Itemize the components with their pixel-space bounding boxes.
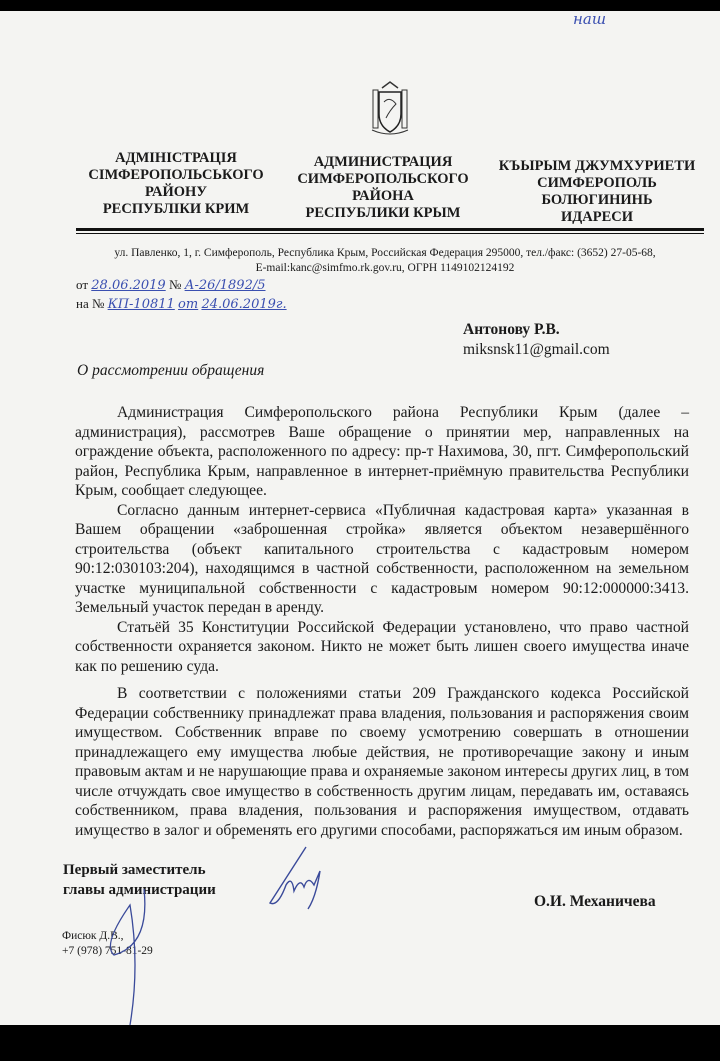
header-divider-thin — [76, 233, 704, 234]
header-crimean-tatar: КЪЫРЫМ ДЖУМХУРИЕТИ СИМФЕРОПОЛЬ БОЛЮГИНИНЬ ИДАРЕСИ — [498, 158, 696, 225]
coat-of-arms-emblem — [370, 80, 410, 138]
outgoing-reference — [76, 277, 266, 293]
paragraph: Администрация Симферопольского района Республики Крым (далее – администрация), рассмотрев Ваше обращение о принятии мер, направленных на ограждение объекта, расположенного по адресу: пр-т Нахимова, 30, пгт. Симферопольский район, Республика Крым, направленное в интернет-приёмную правительства Республики Крым, сообщает следующее. — [75, 404, 689, 499]
letter-body — [75, 403, 689, 840]
outgoing-date: 28.06.2019 — [91, 278, 166, 293]
incoming-reference — [76, 296, 287, 312]
recipient-name: Антонову Р.В. — [463, 321, 560, 338]
signer-name: О.И. Механичева — [534, 893, 656, 910]
header-russian: АДМИНИСТРАЦИЯ СИМФЕРОПОЛЬСКОГО РАЙОНА РЕСПУБЛИКИ КРЫМ — [297, 154, 469, 221]
handwritten-note: наш — [573, 10, 607, 28]
top-black-bar — [0, 0, 720, 11]
recipient-email: miksnsk11@gmail.com — [463, 341, 610, 358]
paragraph: Согласно данным интернет-сервиса «Публичная кадастровая карта» указанная в Вашем обращении «заброшенная стройка» является объектом незавершённого строительства (объект капитального строительства с кадастровым номером 90:12:030103:204), находящимся в частной собственности, расположенном на земельном участке муниципальной собственности с кадастровым номером 90:12:000000:3413. Земельный участок передан в аренду. — [75, 501, 689, 616]
address-line: ул. Павленко, 1, г. Симферополь, Республика Крым, Российская Федерация 295000, тел./факс: (3652) 27-05-68, — [114, 247, 656, 259]
incoming-number: КП-10811 — [107, 297, 175, 312]
bottom-black-bar — [0, 1025, 720, 1061]
incoming-date-label: от — [178, 297, 199, 312]
position-line: Первый заместитель — [63, 862, 206, 878]
handwritten-initials-mark — [100, 885, 160, 1025]
executor-phone: +7 (978) 751-81-29 — [62, 945, 153, 957]
outgoing-number: А-26/1892/5 — [184, 278, 266, 293]
paragraph: Статьёй 35 Конституции Российской Федерации установлено, что право частной собственности охраняется законом. Никто не может быть лишен своего имущества иначе как по решению суда. — [75, 618, 689, 675]
incoming-date: 24.06.2019г. — [201, 297, 287, 312]
position-line: главы администрации — [63, 882, 216, 898]
number-label: № — [168, 277, 182, 292]
header-ukrainian: АДМІНІСТРАЦІЯ СІМФЕРОПОЛЬСЬКОГО РАЙОНУ РЕСПУБЛІКИ КРИМ — [88, 150, 264, 217]
executor-name: Фисюк Д.В., — [62, 930, 124, 942]
paragraph: В соответствии с положениями статьи 209 Гражданского кодекса Российской Федерации собственнику принадлежат права владения, пользования и распоряжения своим имуществом. Собственник вправе по своему усмотрению совершать в отношении принадлежащего ему имущества любые действия, не противоречащие закону и иным правовым актам и не нарушающие права и охраняемые законом интересы других лиц, в том числе отчуждать свое имущество в собственность другим лицам, передавать им, оставаясь собственником, права владения, пользования и распоряжения имуществом, отдавать имущество в залог и обременять его другими способами, распоряжаться им иным образом. — [75, 685, 689, 839]
email-ogrn-line: E-mail:kanc@simfmo.rk.gov.ru, ОГРН 1149102124192 — [255, 262, 515, 274]
recipient-block — [463, 320, 610, 360]
from-label: от — [76, 277, 89, 292]
contact-address — [60, 246, 710, 276]
reply-label: на № — [76, 296, 105, 311]
header-divider — [76, 228, 704, 231]
handwritten-signature — [248, 845, 368, 915]
subject-line: О рассмотрении обращения — [77, 362, 265, 379]
